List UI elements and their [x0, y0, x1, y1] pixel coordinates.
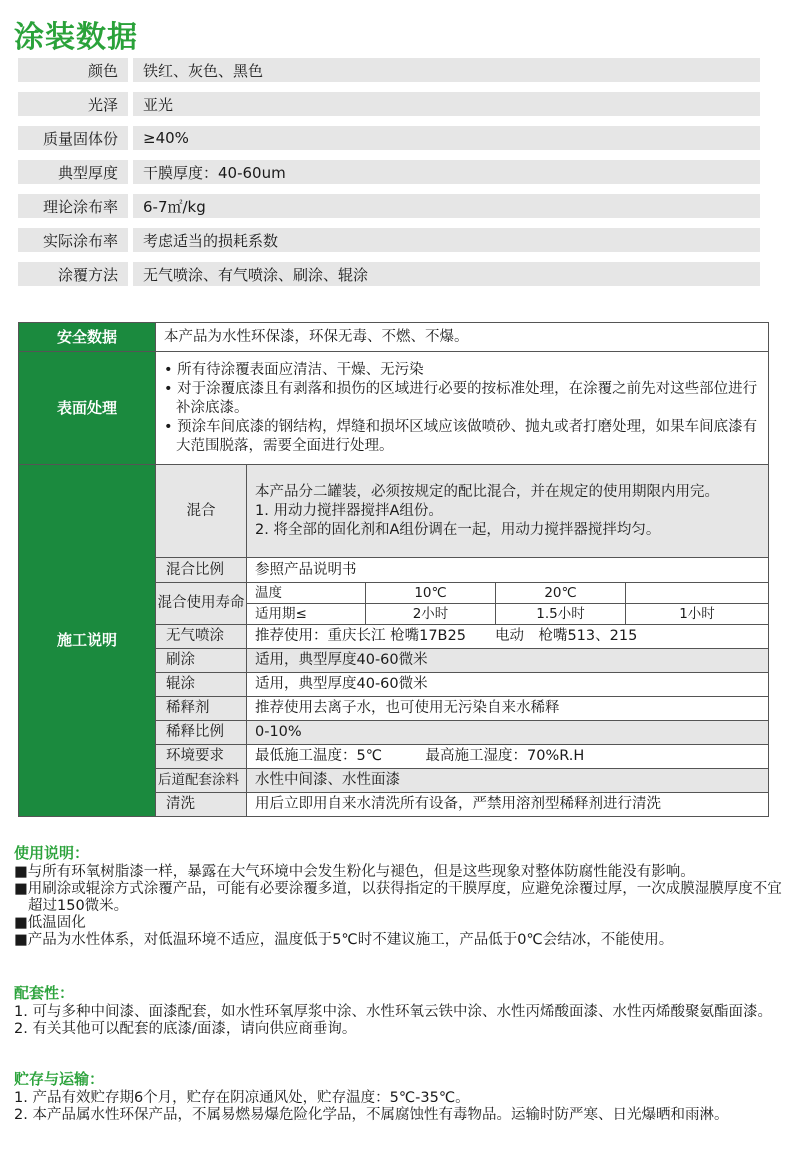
matching-heading: 配套性：: [14, 984, 75, 1002]
list-item: 2. 本产品属水性环保产品，不属易燃易爆危险化学品，不属腐蚀性有毒物品。运输时防严寒、日光爆晒和雨淋。: [14, 1107, 729, 1123]
temp-label: 温度: [247, 583, 366, 604]
coating-data-list: [18, 58, 760, 296]
list-item: • 对于涂覆底漆且有剥落和损伤的区域进行必要的按标准处理，在涂覆之前先对这些部位进行补涂底漆。: [164, 380, 758, 416]
safety-value: 本产品为水性环保漆，环保无毒、不燃、不爆。: [156, 323, 769, 352]
list-item: • 预涂车间底漆的钢结构，焊缝和损坏区域应该做喷砂、抛丸或者打磨处理，如果车间底漆有大范围脱落，需要全面进行处理。: [164, 418, 758, 454]
spec-row-solids: [18, 126, 760, 150]
main-data-table: [18, 322, 769, 817]
spec-label: 颜色: [87, 61, 118, 80]
surface-treatment-list: [156, 352, 769, 465]
spec-label: 涂覆方法: [57, 265, 118, 284]
spec-row-color: [18, 58, 760, 82]
matching-notes: [14, 1004, 794, 1038]
thinning-ratio-value: 0-10%: [247, 721, 769, 745]
list-item: 1. 用动力搅拌器搅拌A组份。: [255, 502, 443, 519]
thinning-ratio-label: 稀释比例: [156, 721, 247, 745]
page-title: 涂装数据: [14, 20, 138, 55]
pot-period-2: 1.5小时: [496, 604, 626, 625]
section-surface-treatment: 表面处理: [19, 352, 156, 465]
section-safety: 安全数据: [19, 323, 156, 352]
subsequent-coat-value: 水性中间漆、水性面漆: [247, 769, 769, 793]
list-item: 本产品分二罐装，必须按规定的配比混合，并在规定的使用期限内用完。: [255, 483, 719, 500]
pot-period-label: 适用期≤: [247, 604, 366, 625]
roller-value: 适用，典型厚度40-60微米: [247, 673, 769, 697]
storage-heading: 贮存与运输：: [14, 1070, 105, 1088]
spec-value: 干膜厚度：40-60um: [143, 163, 286, 182]
list-item: ■与所有环氧树脂漆一样，暴露在大气环境中会发生粉化与褪色，但是这些现象对整体防腐性能没有影响。: [14, 864, 695, 880]
brush-value: 适用，典型厚度40-60微米: [247, 649, 769, 673]
spec-row-theoretical-coverage: [18, 194, 760, 218]
spec-label: 质量固体份: [42, 129, 118, 148]
spec-value: 铁红、灰色、黑色: [143, 61, 264, 80]
spec-row-actual-coverage: [18, 228, 760, 252]
list-item: ■用刷涂或辊涂方式涂覆产品，可能有必要涂覆多道，以获得指定的干膜厚度，应避免涂覆过厚，一次成膜湿膜厚度不宜超过150微米。: [14, 881, 782, 914]
section-application: 施工说明: [19, 465, 156, 817]
list-item: • 所有待涂覆表面应清洁、干燥、无污染: [164, 361, 424, 378]
spec-row-method: [18, 262, 760, 286]
pot-life-label: 混合使用寿命: [156, 583, 247, 625]
roller-label: 辊涂: [156, 673, 247, 697]
list-item: 1. 产品有效贮存期6个月，贮存在阴凉通风处，贮存温度：5℃-35℃。: [14, 1090, 470, 1106]
usage-heading: 使用说明：: [14, 844, 90, 862]
temp-empty: [626, 583, 769, 604]
subsequent-coat-label: 后道配套涂料: [156, 769, 247, 793]
spec-value: 6-7㎡/kg: [143, 197, 206, 216]
environment-label: 环境要求: [156, 745, 247, 769]
spec-value: 亚光: [143, 95, 174, 114]
spec-value: 考虑适当的损耗系数: [143, 231, 279, 250]
spec-row-thickness: [18, 160, 760, 184]
mix-instructions: [247, 465, 769, 558]
spec-label: 典型厚度: [57, 163, 118, 182]
list-item: 2. 有关其他可以配套的底漆/面漆，请向供应商垂询。: [14, 1021, 357, 1037]
temp-20: 20℃: [496, 583, 626, 604]
environment-value: 最低施工温度：5℃ 最高施工湿度：70%R.H: [247, 745, 769, 769]
spec-label: 光泽: [87, 95, 118, 114]
airless-label: 无气喷涂: [156, 625, 247, 649]
brush-label: 刷涂: [156, 649, 247, 673]
pot-period-3: 1小时: [626, 604, 769, 625]
temp-10: 10℃: [366, 583, 496, 604]
list-item: ■低温固化: [14, 915, 86, 931]
pot-period-1: 2小时: [366, 604, 496, 625]
spec-row-gloss: [18, 92, 760, 116]
list-item: 1. 可与多种中间漆、面漆配套，如水性环氧厚浆中涂、水性环氧云铁中涂、水性丙烯酸面漆、水性丙烯酸聚氨酯面漆。: [14, 1004, 772, 1020]
list-item: 2. 将全部的固化剂和A组份调在一起，用动力搅拌器搅拌均匀。: [255, 521, 661, 538]
airless-value: 推荐使用：重庆长江 枪嘴17B25 电动 枪嘴513、215: [247, 625, 769, 649]
spec-value: ≥40%: [143, 129, 189, 147]
cleaning-value: 用后立即用自来水清洗所有设备，严禁用溶剂型稀释剂进行清洗: [247, 793, 769, 817]
thinner-value: 推荐使用去离子水，也可使用无污染自来水稀释: [247, 697, 769, 721]
spec-label: 实际涂布率: [42, 231, 118, 250]
ratio-label: 混合比例: [156, 558, 247, 583]
thinner-label: 稀释剂: [156, 697, 247, 721]
mix-label: 混合: [156, 465, 247, 558]
cleaning-label: 清洗: [156, 793, 247, 817]
ratio-value: 参照产品说明书: [247, 558, 769, 583]
usage-notes: [14, 864, 794, 949]
spec-label: 理论涂布率: [42, 197, 118, 216]
spec-value: 无气喷涂、有气喷涂、刷涂、辊涂: [143, 265, 369, 284]
storage-notes: [14, 1090, 794, 1124]
list-item: ■产品为水性体系，对低温环境不适应，温度低于5℃时不建议施工，产品低于0℃会结冰，不能使用。: [14, 932, 674, 948]
